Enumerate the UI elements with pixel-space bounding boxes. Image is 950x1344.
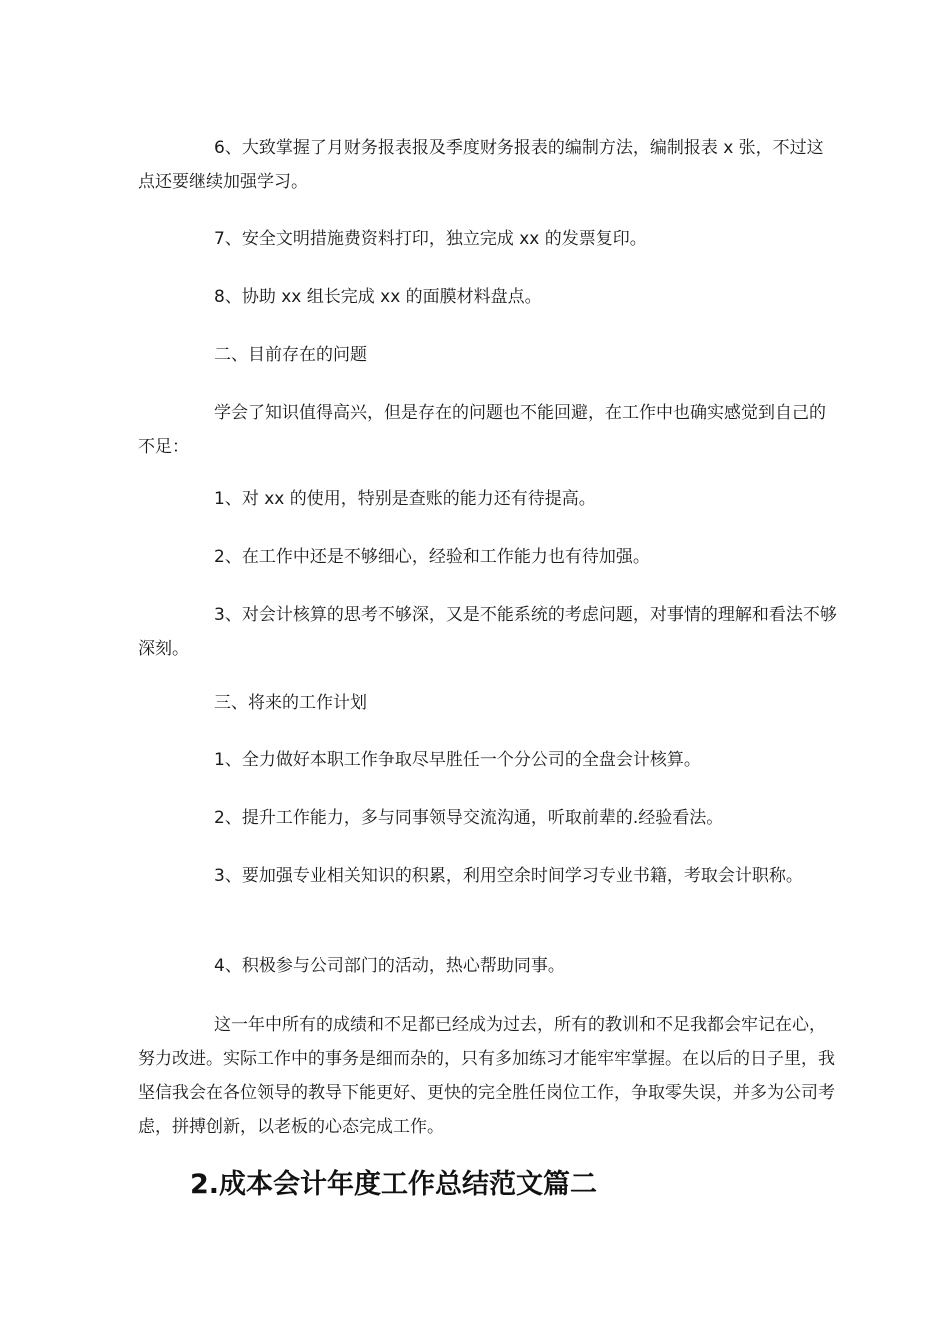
section-heading: 2.成本会计年度工作总结范文篇二 bbox=[190, 1169, 598, 1200]
paragraph-plan-1: 1、全力做好本职工作争取尽早胜任一个分公司的全盘会计核算。 bbox=[214, 750, 701, 770]
paragraph-item-7: 7、安全文明措施费资料打印，独立完成 xx 的发票复印。 bbox=[214, 229, 647, 249]
section-title-problems: 二、目前存在的问题 bbox=[214, 345, 367, 365]
paragraph-plan-3: 3、要加强专业相关知识的积累，利用空余时间学习专业书籍，考取会计职称。 bbox=[214, 866, 803, 886]
paragraph-item-6: 6、大致掌握了月财务报表报及季度财务报表的编制方法，编制报表 x 张，不过这点还要继续加强学习。 bbox=[138, 138, 824, 192]
paragraph-problem-1: 1、对 xx 的使用，特别是查账的能力还有待提高。 bbox=[214, 489, 596, 509]
section-title-plan: 三、将来的工作计划 bbox=[214, 693, 367, 713]
paragraph-conclusion: 这一年中所有的成绩和不足都已经成为过去，所有的教训和不足我都会牢记在心，努力改进。实际工作中的事务是细而杂的，只有多加练习才能牢牢掌握。在以后的日子里，我坚信我会在各位领导的教导下能更好、更快的完全胜任岗位工作，争取零失误，并多为公司考虑，拼搏创新，以老板的心态完成工作。 bbox=[138, 1015, 835, 1137]
paragraph-problems-intro: 学会了知识值得高兴，但是存在的问题也不能回避，在工作中也确实感觉到自己的不足： bbox=[138, 403, 826, 457]
paragraph-problem-2: 2、在工作中还是不够细心，经验和工作能力也有待加强。 bbox=[214, 547, 650, 567]
paragraph-problem-3: 3、对会计核算的思考不够深，又是不能系统的考虑问题，对事情的理解和看法不够深刻。 bbox=[138, 605, 837, 659]
paragraph-item-8: 8、协助 xx 组长完成 xx 的面膜材料盘点。 bbox=[214, 287, 542, 307]
paragraph-plan-2: 2、提升工作能力，多与同事领导交流沟通，听取前辈的.经验看法。 bbox=[214, 808, 724, 828]
paragraph-plan-4: 4、积极参与公司部门的活动，热心帮助同事。 bbox=[214, 956, 565, 976]
